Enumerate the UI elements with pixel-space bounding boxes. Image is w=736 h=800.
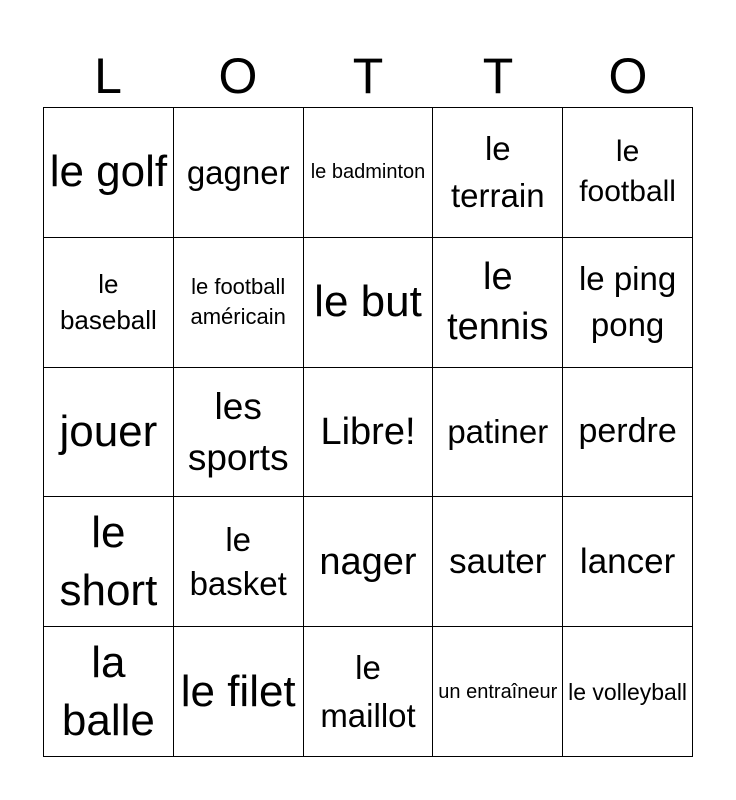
cell-label: le filet: [180, 666, 296, 716]
card-cell[interactable]: [44, 368, 174, 498]
header-letter-1: L: [94, 48, 122, 104]
free-space-label: Libre!: [320, 410, 416, 453]
cell-label: patiner: [447, 413, 549, 451]
cell-label: sauter: [449, 542, 547, 582]
cell-label: le but: [314, 277, 422, 327]
card-cell[interactable]: [563, 108, 693, 238]
cell-label: le basket: [189, 520, 287, 602]
cell-label: le terrain: [451, 130, 545, 215]
cell-label: le football: [579, 135, 676, 209]
cell-label: perdre: [578, 412, 677, 451]
cell-label: le baseball: [59, 269, 157, 336]
cell-label: gagner: [186, 153, 290, 191]
card-cell[interactable]: [433, 368, 563, 498]
cell-label: les sports: [187, 385, 289, 478]
cell-label: le badminton: [310, 160, 426, 183]
card-cell[interactable]: [174, 108, 304, 238]
card-cell[interactable]: [563, 368, 693, 498]
card-cell[interactable]: [44, 497, 174, 627]
card-cell[interactable]: [304, 497, 434, 627]
card-cell[interactable]: [174, 368, 304, 498]
card-cell[interactable]: [304, 627, 434, 757]
card-cell[interactable]: [304, 108, 434, 238]
cell-label: le volleyball: [568, 678, 688, 705]
header-letter-2: O: [218, 48, 258, 104]
cell-label: jouer: [59, 406, 158, 456]
cell-label: le short: [59, 507, 158, 615]
cell-label: le golf: [49, 147, 168, 197]
cell-label: le tennis: [447, 256, 549, 349]
cell-label: le football américain: [190, 274, 286, 330]
card-cell[interactable]: [174, 627, 304, 757]
header-letter-3: T: [352, 48, 384, 104]
cell-label: un entraîneur: [438, 680, 558, 703]
cell-label: la balle: [61, 637, 155, 745]
card-cell[interactable]: [174, 497, 304, 627]
card-cell[interactable]: [44, 108, 174, 238]
cell-label: lancer: [579, 542, 676, 582]
cell-label: le maillot: [320, 648, 416, 734]
lotto-card-grid: [43, 107, 693, 757]
card-cell[interactable]: [433, 627, 563, 757]
card-cell[interactable]: [563, 497, 693, 627]
lotto-header: [43, 45, 693, 107]
card-cell[interactable]: [433, 108, 563, 238]
cell-label: nager: [319, 540, 417, 583]
card-cell[interactable]: [563, 627, 693, 757]
card-cell[interactable]: [174, 238, 304, 368]
card-cell[interactable]: [44, 238, 174, 368]
card-cell free-space[interactable]: [304, 368, 434, 498]
card-cell[interactable]: [563, 238, 693, 368]
cell-label: le ping pong: [578, 260, 677, 344]
card-cell[interactable]: [433, 497, 563, 627]
header-letter-5: O: [608, 48, 648, 104]
header-letter-4: T: [482, 48, 514, 104]
card-cell[interactable]: [433, 238, 563, 368]
card-cell[interactable]: [44, 627, 174, 757]
card-cell[interactable]: [304, 238, 434, 368]
